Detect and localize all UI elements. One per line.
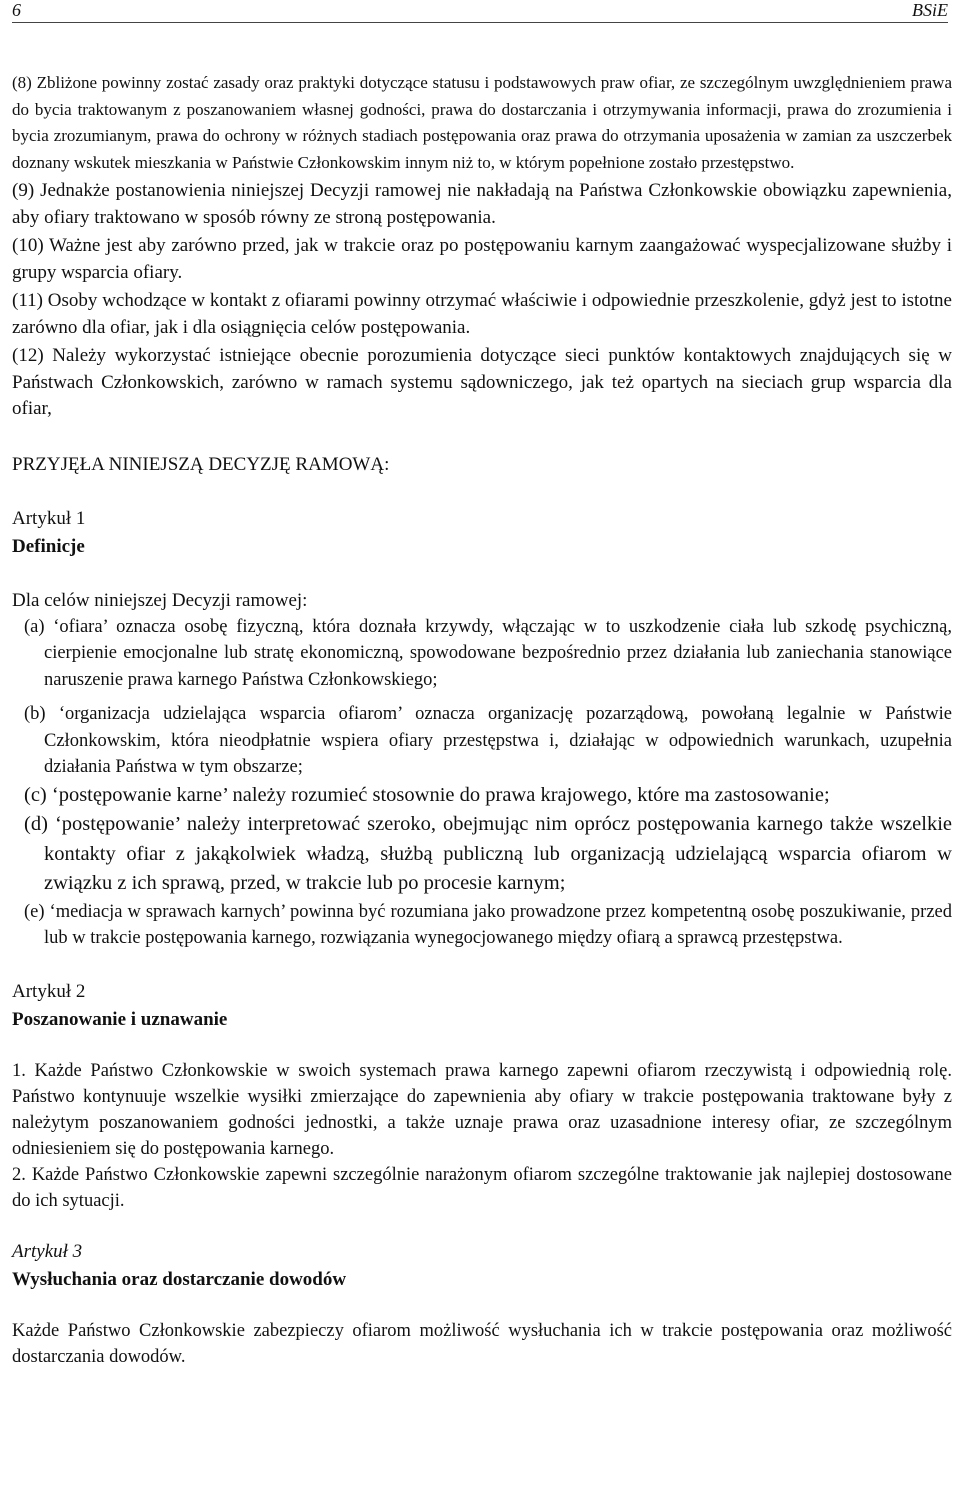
article-1-title: Definicje (12, 535, 85, 557)
recital-9: (9) Jednakże postanowienia niniejszej Decyzji ramowej nie nakładają na Państwa Członkowskie obowiązku zapewnienia, aby ofiary traktowano w sposób równy ze stroną postępowania. (12, 180, 952, 228)
definition-e: (e) ‘mediacja w sprawach karnych’ powinna być rozumiana jako prowadzone przez kompetentną osobę poszukiwanie, przed lub w trakcie postępowania karnego, rozwiązania wynegocjowanego między ofiarą a sprawcą przestępstwa. (24, 901, 952, 948)
article-1-heading: Artykuł 1 (12, 507, 86, 529)
article-2-paragraph-1: 1. Każde Państwo Członkowskie w swoich systemach prawa karnego zapewni ofiarom rzeczywistą i odpowiednią rolę. Państwo kontynuuje wszelkie wysiłki zmierzające do zapewnienia aby ofiary w trakcie postępowania traktowane były z należytym poszanowaniem godności jednostki, a także uznaje prawa oraz uzasadnione interesy ofiar, ze szczególnym odniesieniem się do postępowania karnego. (12, 1060, 952, 1159)
article-3-heading: Artykuł 3 (12, 1240, 83, 1262)
definition-c: (c) ‘postępowanie karne’ należy rozumieć stosownie do prawa krajowego, które ma zastosowanie; (24, 783, 830, 806)
article-2-paragraph-2: 2. Każde Państwo Członkowskie zapewni szczególnie narażonym ofiarom szczególne traktowanie jak najlepiej dostosowane do ich sytuacji. (12, 1164, 952, 1211)
page-number: 6 (12, 0, 21, 20)
article-1-intro: Dla celów niniejszej Decyzji ramowej: (12, 589, 308, 611)
recital-11: (11) Osoby wchodzące w kontakt z ofiarami powinny otrzymać właściwie i odpowiednie przeszkolenie, gdyż jest to istotne zarówno dla ofiar, jak i dla osiągnięcia celów postępowania. (12, 290, 952, 338)
recital-10: (10) Ważne jest aby zarówno przed, jak w trakcie oraz po postępowaniu karnym zaangażować wyspecjalizowane służby i grupy wsparcia ofiary. (12, 235, 952, 283)
page-header (12, 0, 948, 23)
recital-8: (8) Zbliżone powinny zostać zasady oraz praktyki dotyczące statusu i podstawowych praw ofiar, ze szczególnym uwzględnieniem prawa do bycia traktowanym z poszanowaniem własnej godności, prawa do dostarczania i otrzymywania informacji, prawa do zrozumienia i bycia zrozumianym, prawa do ochrony w różnych stadiach postępowania oraz prawa do otrzymania uposażenia w zamian za uszczerbek doznany wskutek mieszkania w Państwie Członkowskim innym niż to, w którym popełnione zostało przestępstwo. (12, 73, 952, 172)
recital-12: (12) Należy wykorzystać istniejące obecnie porozumienia dotyczące sieci punktów kontaktowych znajdujących się w Państwach Członkowskich, zarówno w ramach systemu sądowniczego, jak też opartych na sieciach grup wsparcia dla ofiar, (12, 345, 952, 419)
article-2 (12, 978, 952, 1214)
definition-b: (b) ‘organizacja udzielająca wsparcia ofiarom’ oznacza organizację pozarządową, powołaną legalnie w Państwie Członkowskim, która nieodpłatnie wspiera ofiary przestępstwa i, działając w odpowiednich warunkach, uzupełnia działania Państwa w tym obszarze; (24, 704, 952, 777)
publisher-mark: BSiE (912, 0, 948, 20)
article-1 (12, 505, 952, 952)
article-3 (12, 1238, 952, 1370)
adoption-statement: PRZYJĘŁA NINIEJSZĄ DECYZJĘ RAMOWĄ: (12, 453, 390, 475)
article-2-title: Poszanowanie i uznawanie (12, 1008, 228, 1030)
article-3-title: Wysłuchania oraz dostarczanie dowodów (12, 1268, 347, 1290)
document-body (12, 70, 952, 1370)
article-2-heading: Artykuł 2 (12, 980, 86, 1002)
article-3-paragraph: Każde Państwo Członkowskie zabezpieczy ofiarom możliwość wysłuchania ich w trakcie postępowania oraz możliwość dostarczania dowodów. (12, 1320, 952, 1367)
definition-d: (d) ‘postępowanie’ należy interpretować szeroko, obejmując nim oprócz postępowania karnego także wszelkie kontakty ofiar z jakąkolwiek władzą, służbą publiczną lub organizacją udzielającą wsparcia ofiarom w związku z ich sprawą, przed, w trakcie lub po procesie karnym; (24, 813, 952, 894)
recitals (12, 70, 952, 423)
definition-a: (a) ‘ofiara’ oznacza osobę fizyczną, która doznała krzywdy, włączając w to uszkodzenie ciała lub szkodę psychiczną, cierpienie emocjonalne lub stratę ekonomiczną, spowodowane bezpośrednio przez działania lub zaniechania stanowiące naruszenie prawa karnego Państwa Członkowskiego; (24, 616, 952, 690)
